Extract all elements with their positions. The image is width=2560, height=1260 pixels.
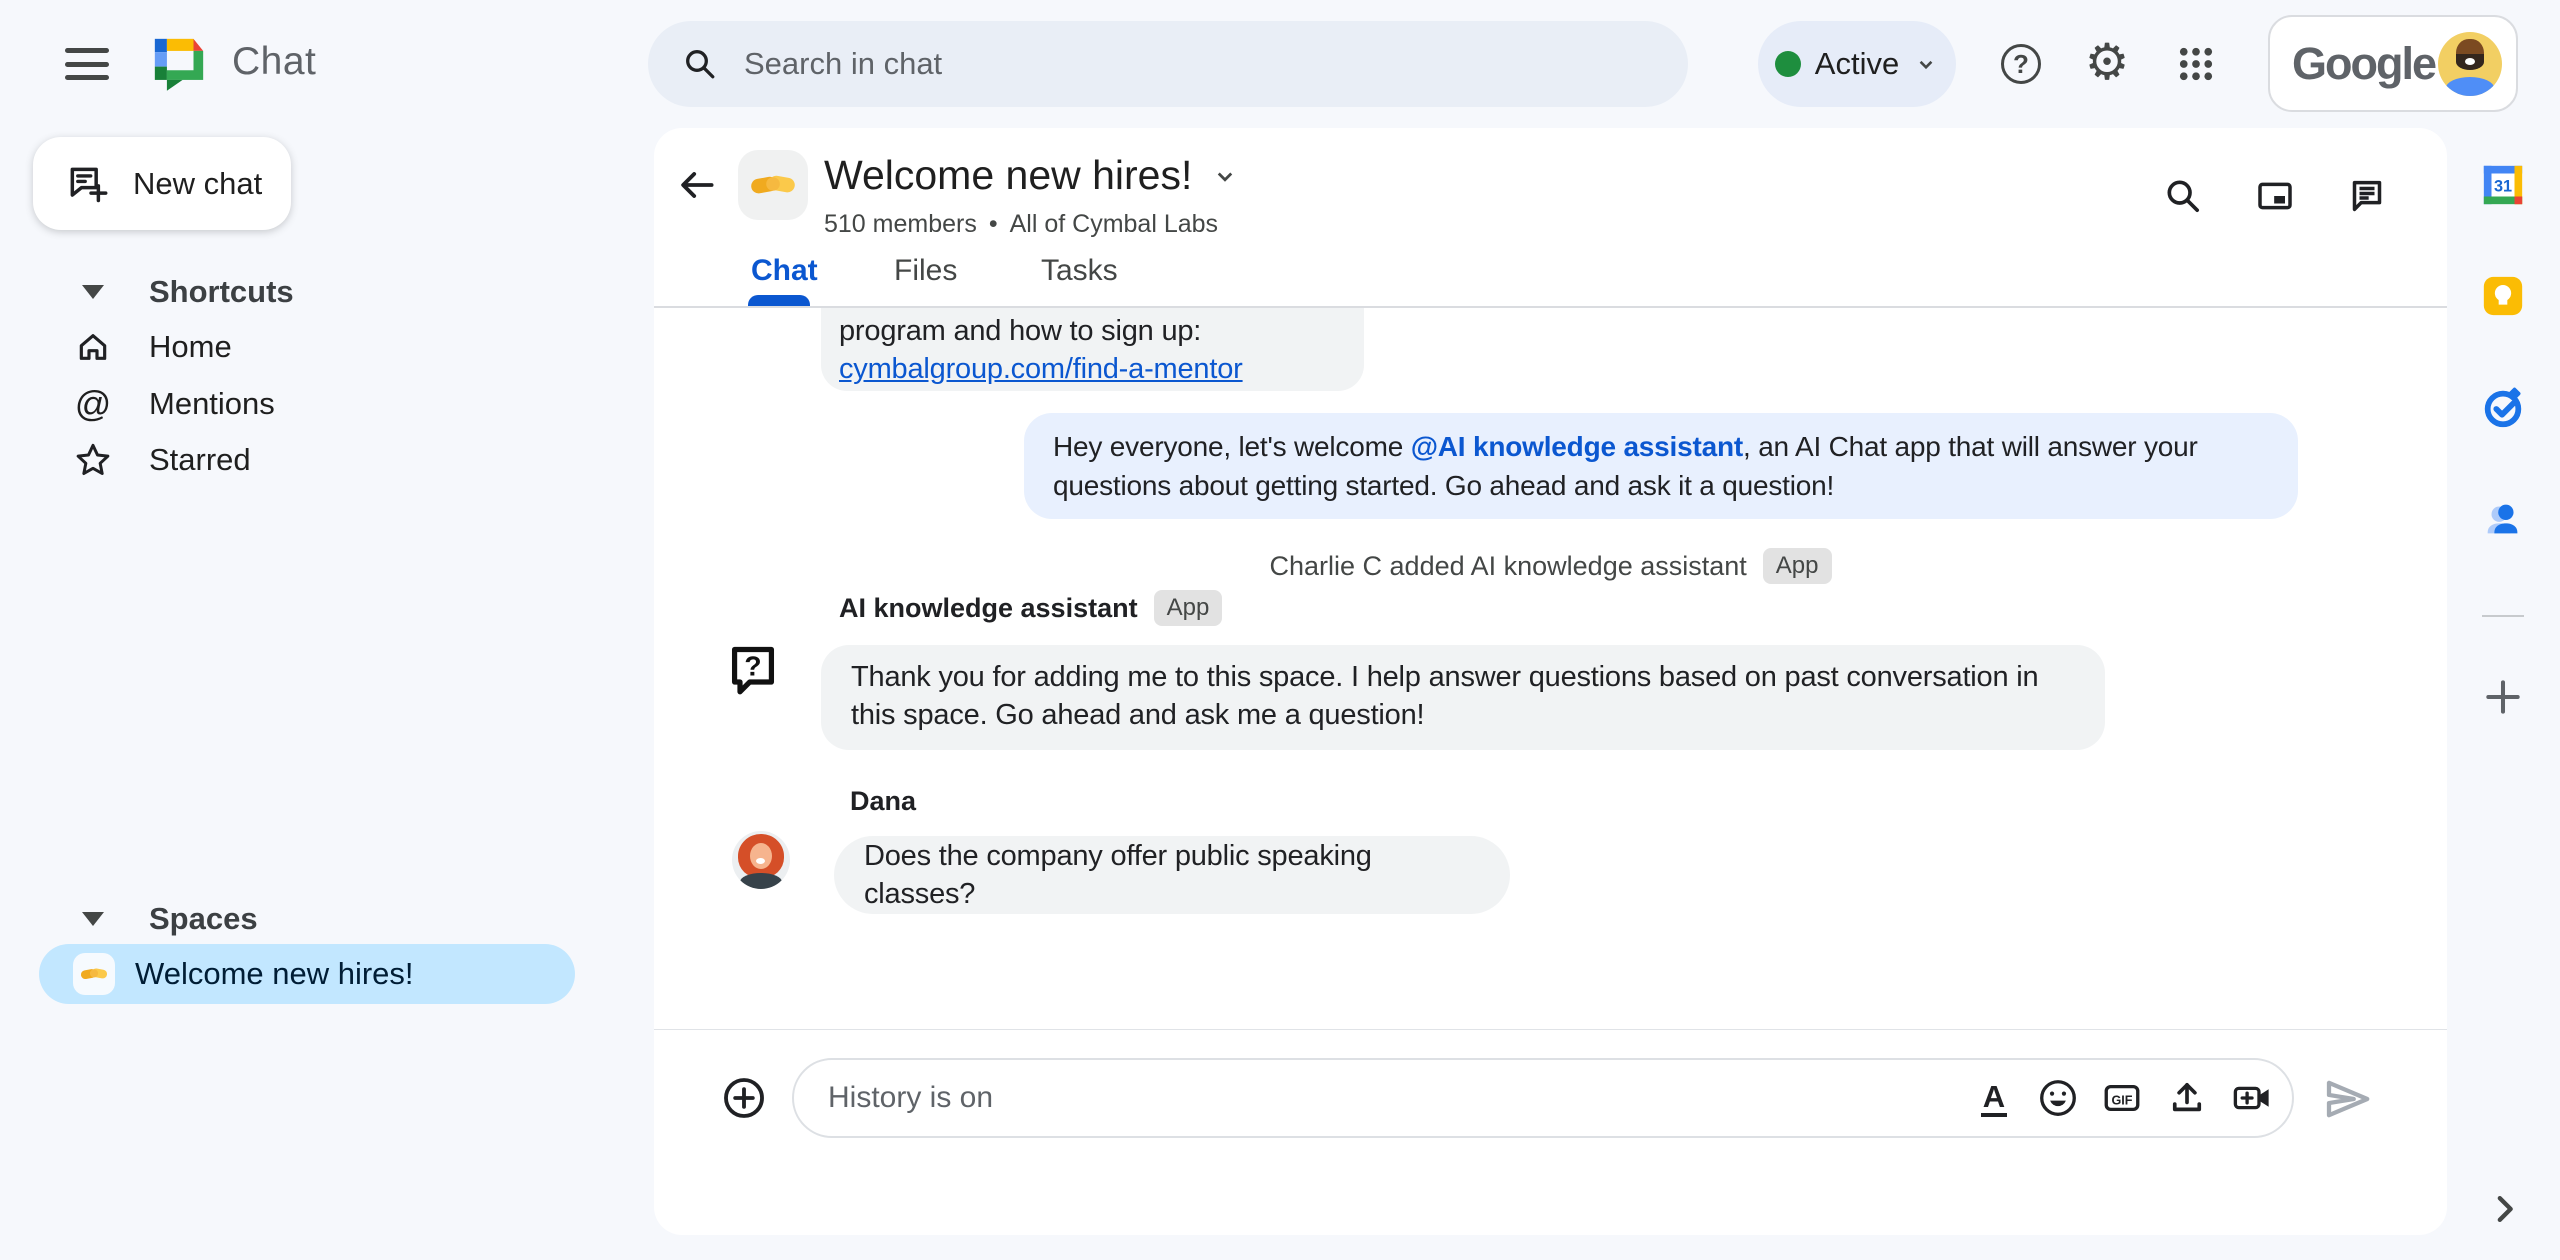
member-count: 510 members <box>824 210 977 238</box>
video-meeting-button[interactable] <box>2230 1076 2274 1120</box>
dana-avatar[interactable] <box>732 831 790 889</box>
add-circle-icon <box>721 1075 767 1121</box>
rail-divider <box>2482 615 2524 617</box>
composer-divider <box>654 1029 2447 1030</box>
svg-text:31: 31 <box>2493 177 2513 196</box>
hamburger-menu-icon[interactable] <box>64 44 110 84</box>
system-message <box>654 548 2447 584</box>
sidebar-item-label: Home <box>149 328 232 364</box>
back-arrow-icon <box>674 163 718 207</box>
google-tasks-icon <box>2480 385 2526 431</box>
message-bubble-own[interactable] <box>1024 413 2298 519</box>
google-keep-button[interactable] <box>2480 273 2526 319</box>
message-bubble[interactable]: Thank you for adding me to this space. I help answer questions based on past conversation in this space. Go ahead and ask me a question! <box>821 645 2105 750</box>
google-calendar-button[interactable] <box>2480 162 2526 208</box>
google-calendar-icon <box>2480 162 2526 208</box>
sidebar-item-label: Starred <box>149 441 251 477</box>
new-chat-button[interactable] <box>33 137 291 230</box>
chevron-right-icon <box>2484 1189 2524 1229</box>
collapse-triangle-icon[interactable] <box>82 285 104 299</box>
conversation-title: Welcome new hires! <box>824 152 1193 198</box>
status-label: Active <box>1814 46 1900 81</box>
upload-icon <box>2166 1077 2208 1119</box>
apps-grid-button[interactable] <box>2172 40 2220 88</box>
search-icon <box>2163 176 2203 216</box>
sidebar-item-home[interactable] <box>0 318 620 375</box>
text-format-button[interactable] <box>1972 1076 2016 1120</box>
account-switcher[interactable] <box>2268 15 2518 112</box>
apps-grid-icon <box>2175 43 2217 85</box>
org-name: All of Cymbal Labs <box>1009 210 1219 238</box>
tab-tasks[interactable]: Tasks <box>1041 254 1118 287</box>
sidebar-item-mentions[interactable] <box>0 375 620 432</box>
active-tab-indicator <box>748 295 810 306</box>
new-chat-icon <box>65 162 109 206</box>
search-icon <box>682 46 718 82</box>
google-logo: Google <box>2292 37 2435 89</box>
svg-text:?: ? <box>744 650 762 682</box>
settings-gear-icon: ⚙ <box>2084 34 2130 90</box>
chevron-down-icon <box>1210 161 1240 191</box>
help-button[interactable] <box>1997 40 2045 88</box>
space-name: Welcome new hires! <box>135 956 414 991</box>
emoji-icon <box>2037 1077 2079 1119</box>
threads-icon <box>2347 176 2387 216</box>
conversation-panel <box>654 128 2447 1235</box>
settings-button[interactable] <box>2083 34 2131 90</box>
send-icon <box>2320 1072 2374 1126</box>
sender-name: Dana <box>850 786 917 816</box>
handshake-emoji <box>79 963 109 985</box>
system-text: Charlie C added AI knowledge assistant <box>1269 550 1747 581</box>
collapse-triangle-icon[interactable] <box>82 912 104 926</box>
video-meeting-icon <box>2231 1077 2273 1119</box>
open-in-popup-button[interactable] <box>2253 174 2297 218</box>
tab-chat[interactable]: Chat <box>751 254 818 287</box>
conversation-title-menu[interactable] <box>824 152 1240 199</box>
sidebar-item-space-welcome-new-hires[interactable] <box>39 944 575 1004</box>
message-text: , an AI Chat app that will answer your questions about getting started. Go ahead and ask it a question! <box>1053 431 2198 501</box>
section-label: Shortcuts <box>149 273 294 309</box>
mention-link[interactable]: @AI knowledge assistant <box>1410 431 1744 462</box>
add-app-button[interactable] <box>2480 674 2526 720</box>
space-avatar <box>738 150 808 220</box>
google-tasks-button[interactable] <box>2480 385 2526 431</box>
message-bubble[interactable]: Does the company offer public speaking classes? <box>834 836 1510 914</box>
gif-button[interactable] <box>2100 1076 2144 1120</box>
conversation-subtitle <box>824 210 1218 239</box>
add-icon <box>2481 675 2525 719</box>
status-selector[interactable] <box>1758 21 1956 107</box>
sender-row <box>850 786 916 817</box>
help-icon: ? <box>2001 44 2041 84</box>
account-avatar[interactable] <box>2438 32 2502 96</box>
message-text: Hey everyone, let's welcome <box>1053 431 1411 462</box>
space-avatar <box>73 953 115 995</box>
sender-row <box>839 590 1222 626</box>
send-button[interactable] <box>2320 1072 2374 1126</box>
sidebar-section-spaces[interactable] <box>0 890 620 947</box>
text-format-icon: A <box>1981 1080 2007 1117</box>
question-bubble-icon <box>727 643 779 695</box>
ai-assistant-avatar[interactable] <box>727 643 779 695</box>
chevron-down-icon <box>1913 51 1939 77</box>
home-icon <box>73 327 113 367</box>
emoji-button[interactable] <box>2036 1076 2080 1120</box>
section-label: Spaces <box>149 900 258 936</box>
star-icon <box>73 440 113 480</box>
app-badge: App <box>1763 548 1832 584</box>
search-bar[interactable] <box>648 21 1688 107</box>
app-title: Chat <box>232 40 317 83</box>
new-chat-label: New chat <box>133 165 263 201</box>
sidebar-item-label: Mentions <box>149 385 275 421</box>
chat-logo <box>150 34 208 92</box>
message-link[interactable]: cymbalgroup.com/find-a-mentor <box>839 353 1243 385</box>
at-mention-icon: @ <box>74 382 112 424</box>
picture-in-picture-icon <box>2255 176 2295 216</box>
separator-dot: • <box>988 210 998 238</box>
sender-name: AI knowledge assistant <box>839 592 1138 623</box>
threads-button[interactable] <box>2345 174 2389 218</box>
app-badge: App <box>1154 590 1223 626</box>
expand-panel-button[interactable] <box>2481 1186 2527 1232</box>
message-text: program and how to sign up: <box>839 315 1202 347</box>
google-contacts-icon <box>2480 496 2526 542</box>
message-bubble[interactable] <box>821 308 1364 391</box>
sidebar-section-shortcuts[interactable] <box>0 263 620 320</box>
active-status-dot <box>1775 51 1801 77</box>
search-input[interactable] <box>744 46 1544 82</box>
gif-icon <box>2101 1077 2143 1119</box>
handshake-emoji <box>748 167 798 203</box>
sidebar-item-starred[interactable] <box>0 431 620 488</box>
svg-text:GIF: GIF <box>2111 1093 2133 1108</box>
back-button[interactable] <box>672 161 720 209</box>
add-attachment-button[interactable] <box>721 1075 767 1121</box>
upload-button[interactable] <box>2165 1076 2209 1120</box>
search-in-conversation-button[interactable] <box>2161 174 2205 218</box>
tab-files[interactable]: Files <box>894 254 958 287</box>
google-contacts-button[interactable] <box>2480 496 2526 542</box>
google-keep-icon <box>2480 273 2526 319</box>
